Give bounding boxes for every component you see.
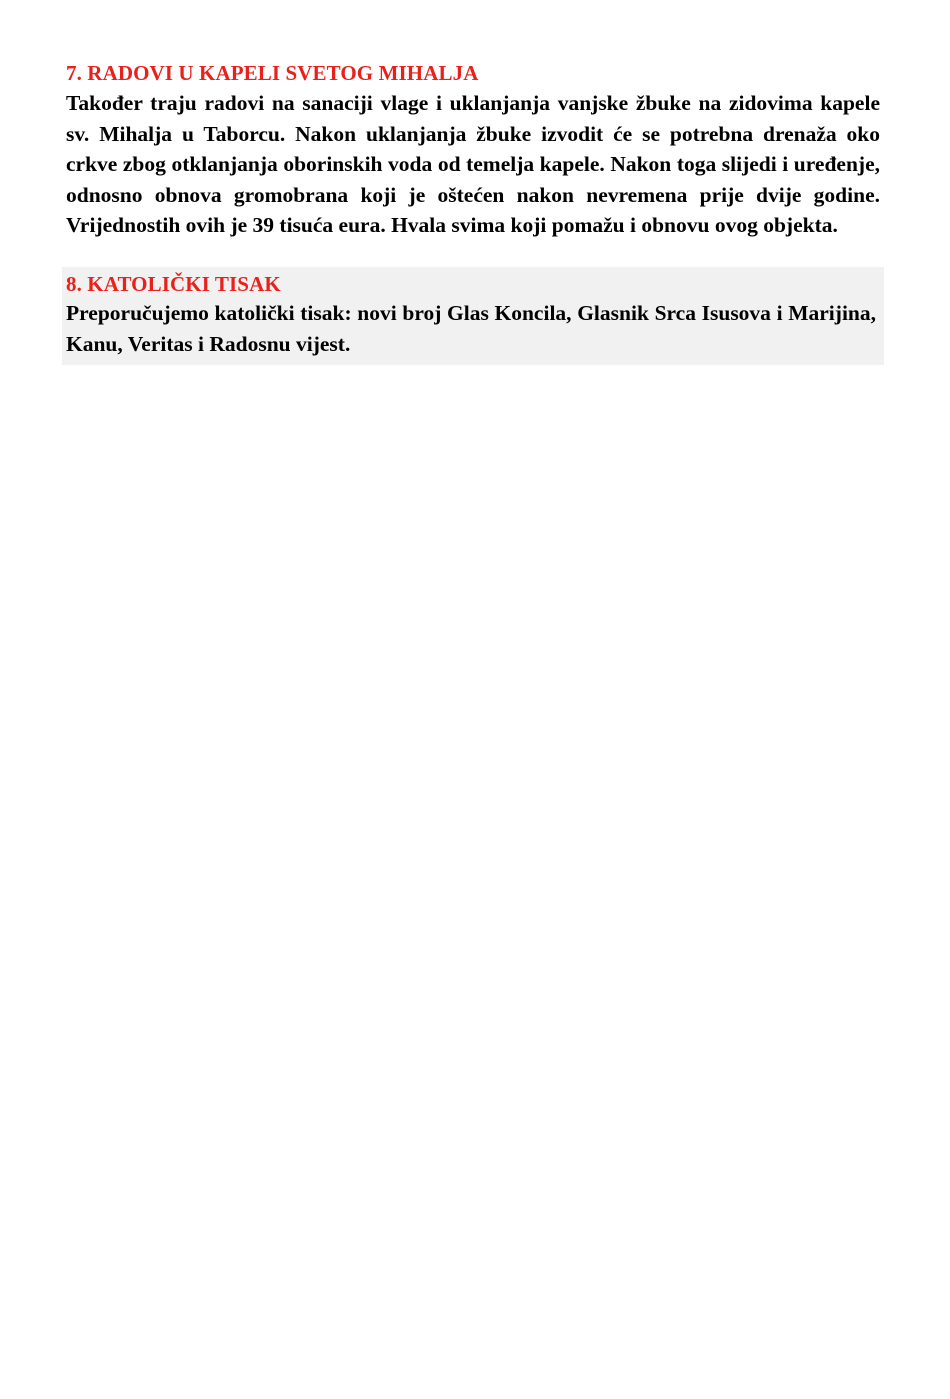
section-body-7: Također traju radovi na sanaciji vlage i uklanjanja vanjske žbuke na zidovima kapele sv. Mihalja u Taborcu. Nakon uklanjanja žbuke izvodit će se potrebna drenaža oko crkve zbog otklanjanja oborinskih voda od temelja kapele. Nakon toga slijedi i uređenje, odnosno obnova gromobrana koji je oštećen nakon nevremena prije dvije godine. Vrijednostih ovih je 39 tisuća eura. Hvala svima koji pomažu i obnovu ovog objekta. xyxy=(66,91,880,238)
section-heading-8: 8. KATOLIČKI TISAK xyxy=(66,271,281,296)
section-radovi-u-kapeli-svetog-mihalja xyxy=(66,60,880,241)
section-katolicki-tisak xyxy=(62,267,884,365)
section-body-8: Preporučujemo katolički tisak: novi broj Glas Koncila, Glasnik Srca Isusova i Marijina, Kanu, Veritas i Radosnu vijest. xyxy=(66,301,876,356)
section-heading-7: 7. RADOVI U KAPELI SVETOG MIHALJA xyxy=(66,61,479,85)
